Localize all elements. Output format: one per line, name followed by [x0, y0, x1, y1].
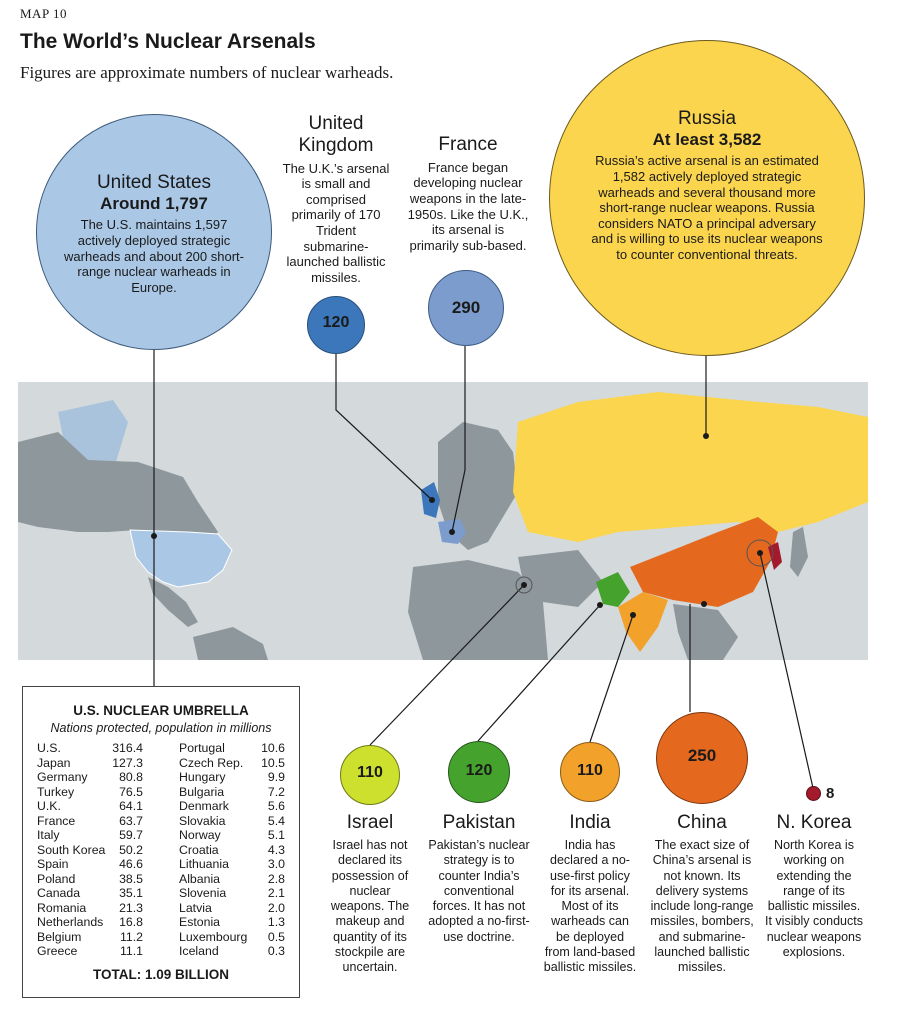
umbrella-nation: Portugal [179, 741, 225, 755]
umbrella-nation: France [37, 813, 76, 828]
france-count: 290 [451, 298, 481, 317]
umbrella-row [37, 857, 143, 872]
umbrella-row [179, 756, 285, 771]
umbrella-population: 127.3 [112, 755, 143, 770]
us-name: United States [96, 172, 212, 193]
umbrella-row [37, 785, 143, 800]
umbrella-row [37, 799, 143, 814]
umbrella-row [37, 872, 143, 887]
us-label [64, 172, 244, 295]
israel-description: Israel has not declared its possession of nuclear weapons. The makeup and quantity of its stockpile are uncertain. [330, 838, 410, 974]
umbrella-subtitle: Nations protected, population in millions [50, 721, 272, 735]
umbrella-population: 16.8 [119, 915, 143, 929]
page-title: The World’s Nuclear Arsenals [20, 30, 316, 53]
umbrella-nation: Estonia [179, 915, 221, 929]
israel-name: Israel [346, 812, 394, 833]
russia-description: Russia’s active arsenal is an estimated 1,582 actively deployed strategic warheads and several thousand more short-range nuclear weapons. Russia considers NATO a principal adversary and is willing to use its nuclear weapons to counter conventional threats. [591, 153, 823, 262]
umbrella-population: 0.5 [267, 929, 285, 944]
france-description: France began developing nuclear weapons in the late-1950s. Like the U.K., its arsenal is primarily sub-based. [407, 159, 529, 253]
russia-shape [513, 392, 868, 542]
umbrella-row [179, 770, 285, 785]
umbrella-population: 5.1 [267, 828, 285, 842]
umbrella-row [37, 770, 143, 785]
umbrella-row [179, 785, 285, 800]
china-name: China [677, 812, 727, 833]
umbrella-nation: Netherlands [37, 915, 104, 929]
umbrella-nation: South Korea [37, 842, 106, 857]
france-label [406, 134, 530, 253]
uk-description: The U.K.’s arsenal is small and comprised primarily of 170 Trident submarine-launched ballistic missiles. [282, 160, 390, 285]
umbrella-population: 5.6 [267, 799, 285, 813]
umbrella-row [179, 872, 285, 887]
umbrella-nation: Slovenia [179, 886, 227, 900]
umbrella-nation: Turkey [37, 784, 75, 799]
world-map-svg [18, 382, 868, 660]
russia-name: Russia [677, 108, 737, 129]
umbrella-nation: Denmark [179, 799, 229, 813]
umbrella-population: 1.3 [267, 915, 285, 929]
umbrella-population: 38.5 [119, 871, 143, 886]
umbrella-population: 2.1 [267, 886, 285, 900]
pakistan-shape [596, 572, 630, 607]
umbrella-population: 5.4 [267, 813, 285, 828]
umbrella-nation: Croatia [179, 842, 219, 857]
india-description: India has declared a no-use-first policy for its arsenal. Most of its warheads can be deployed from land-based ballistic missiles. [543, 838, 637, 974]
south-america-shape [193, 627, 268, 660]
umbrella-population: 50.2 [119, 842, 143, 857]
france-name: France [438, 134, 498, 155]
nkorea-circle [806, 786, 821, 801]
umbrella-population: 59.7 [119, 828, 143, 842]
umbrella-row [37, 828, 143, 843]
umbrella-population: 11.2 [119, 929, 143, 944]
umbrella-title: U.S. NUCLEAR UMBRELLA [73, 703, 249, 718]
umbrella-population: 9.9 [267, 770, 285, 784]
us-nuclear-umbrella-box [22, 686, 300, 998]
umbrella-nation: Albania [179, 871, 221, 886]
umbrella-row [37, 930, 143, 945]
umbrella-nation: Poland [37, 871, 76, 886]
umbrella-row [37, 944, 143, 959]
umbrella-population: 4.3 [267, 842, 285, 857]
umbrella-population: 64.1 [119, 799, 143, 813]
umbrella-row [179, 828, 285, 843]
umbrella-row [37, 843, 143, 858]
umbrella-population: 46.6 [119, 857, 143, 871]
india-name: India [569, 812, 611, 833]
umbrella-total: TOTAL: 1.09 BILLION [92, 967, 229, 982]
umbrella-population: 10.6 [261, 741, 285, 755]
umbrella-population: 11.1 [119, 944, 143, 958]
umbrella-population: 0.3 [267, 944, 285, 958]
uk-shape [421, 482, 440, 518]
japan-shape [790, 527, 808, 577]
nkorea-name: N. Korea [776, 812, 852, 833]
umbrella-population: 80.8 [119, 770, 143, 784]
umbrella-nation: Norway [179, 828, 221, 842]
umbrella-population: 3.0 [267, 857, 285, 871]
uk-count: 120 [322, 314, 350, 331]
umbrella-nation: Luxembourg [179, 929, 248, 944]
umbrella-nation: U.S. [37, 741, 61, 755]
southeast-asia-shape [673, 604, 738, 660]
umbrella-nation: U.K. [37, 799, 61, 813]
umbrella-population: 316.4 [112, 741, 143, 755]
umbrella-left-column [37, 741, 143, 959]
page-subtitle: Figures are approximate numbers of nuclear warheads. [20, 63, 394, 82]
umbrella-nation: Japan [37, 755, 71, 770]
umbrella-population: 21.3 [119, 900, 143, 915]
umbrella-row [37, 741, 143, 756]
umbrella-population: 10.5 [261, 755, 285, 770]
umbrella-population: 35.1 [119, 886, 143, 900]
pakistan-count: 120 [465, 762, 493, 779]
india-shape [618, 592, 668, 652]
umbrella-row [179, 886, 285, 901]
map-number-label: MAP 10 [20, 6, 67, 21]
uk-label [282, 113, 390, 285]
china-count: 250 [687, 746, 717, 765]
umbrella-row [37, 886, 143, 901]
world-map [18, 382, 868, 660]
umbrella-population: 2.8 [267, 871, 285, 886]
umbrella-row [179, 944, 285, 959]
umbrella-nation: Lithuania [179, 857, 229, 871]
uk-name: United Kingdom [298, 113, 374, 156]
umbrella-row [37, 915, 143, 930]
usa-shape [130, 530, 232, 587]
umbrella-nation: Italy [37, 828, 60, 842]
nkorea-count: 8 [826, 785, 835, 802]
umbrella-row [179, 857, 285, 872]
umbrella-row [37, 814, 143, 829]
russia-label [590, 108, 824, 263]
us-description: The U.S. maintains 1,597 actively deployed strategic warheads and about 200 short-range nuclear warheads in Europe. [64, 217, 244, 295]
umbrella-right-column [179, 741, 285, 959]
umbrella-nation: Romania [37, 900, 87, 915]
umbrella-population: 2.0 [267, 900, 285, 915]
umbrella-nation: Latvia [179, 900, 212, 915]
umbrella-population: 63.7 [119, 813, 143, 828]
pakistan-name: Pakistan [442, 812, 516, 833]
umbrella-nation: Spain [37, 857, 69, 871]
umbrella-population: 76.5 [119, 784, 143, 799]
india-count: 110 [577, 762, 603, 779]
russia-headline: At least 3,582 [652, 129, 762, 149]
umbrella-row [179, 915, 285, 930]
umbrella-nation: Czech Rep. [179, 755, 244, 770]
umbrella-nation: Greece [37, 944, 78, 958]
umbrella-row [179, 930, 285, 945]
umbrella-nation: Bulgaria [179, 784, 225, 799]
umbrella-row [37, 756, 143, 771]
umbrella-nation: Belgium [37, 929, 82, 944]
umbrella-nation: Hungary [179, 770, 226, 784]
umbrella-population: 7.2 [267, 784, 285, 799]
umbrella-row [37, 901, 143, 916]
umbrella-nation: Canada [37, 886, 81, 900]
nkorea-description: North Korea is working on extending the range of its ballistic missiles. It visibly conducts nuclear weapons explosions. [765, 838, 863, 959]
china-description: The exact size of China’s arsenal is not known. Its delivery systems include long-range missiles, bombers, and submarine-launched ballistic missiles. [650, 838, 754, 974]
pakistan-description: Pakistan’s nuclear strategy is to counter India’s conventional forces. It has not adopted a no-first-use doctrine. [428, 838, 530, 944]
china-shape [630, 517, 778, 607]
umbrella-nation: Iceland [179, 944, 219, 958]
israel-count: 110 [357, 764, 383, 781]
umbrella-row [179, 843, 285, 858]
umbrella-row [179, 901, 285, 916]
umbrella-row [179, 741, 285, 756]
umbrella-nation: Slovakia [179, 813, 226, 828]
us-headline: Around 1,797 [100, 193, 208, 213]
umbrella-nation: Germany [37, 770, 88, 784]
umbrella-row [179, 814, 285, 829]
umbrella-row [179, 799, 285, 814]
